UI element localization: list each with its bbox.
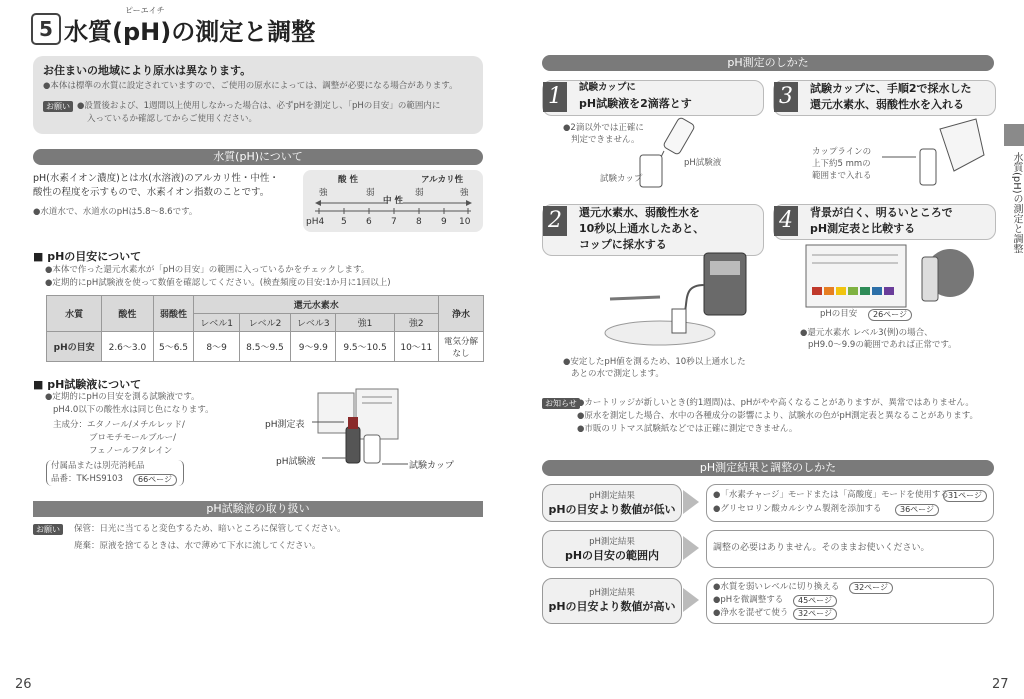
result-main: pHの目安の範囲内 [564,549,660,562]
handling-line1: 保管：日光に当てると変色するため、暗いところに保管してください。 [74,524,346,534]
guide-line1: ●本体で作った還元水素水が「pHの目安」の範囲に入っているかをチェックします。 [45,265,370,275]
step-4-number: 4 [774,206,798,236]
step-3-title2: 還元水素水、弱酸性水を入れる [810,98,964,111]
step-3-title1: 試験カップに、手順2で採水した [810,82,972,95]
step-4-note2: pH9.0〜9.9の範囲であれば正常です。 [808,340,957,350]
step-1-number: 1 [543,82,567,112]
liquid-line2: pH4.0以下の酸性水は同じ色になります。 [53,405,214,415]
arrow-icon [683,536,699,560]
th-level: 強1 [336,314,394,332]
action-low [706,484,994,522]
scale-neutral: 中 性 [383,196,403,206]
step-3-note1: カップラインの [812,147,872,157]
tick-label: pH4 [306,217,325,227]
th-level: レベル3 [291,314,336,332]
action-text: ●浄水を混ぜて使う [713,608,789,618]
table-cell: 8〜9 [194,332,239,362]
notice-box [33,56,483,134]
info-line1: ●カートリッジが新しいとき(約1週間)は、pHがやや高くなることがありますが、異常ではありません。 [577,398,974,408]
label-liquid: pH試験液 [276,457,316,467]
th-reduced: 還元水素水 [194,296,439,314]
step-1-label1: pH試験液 [684,158,722,168]
measure-bar: pH測定のしかた [542,55,994,71]
th-level: レベル1 [194,314,239,332]
step-3-note2: 上下約5 mmの [812,159,871,169]
th-pure: 浄水 [439,296,484,332]
liquid-line3: 主成分：エタノール/メチルレッド/ [53,420,185,430]
table-cell: 9.5〜10.5 [336,332,394,362]
tick-label: 7 [391,217,397,227]
step-3-note3: 範囲まで入れる [812,171,872,181]
guide-line2: ●定期的にpH試験液を使って数値を確認してください。(検査頻度の目安:1か月に1回以上) [45,278,391,288]
about-text1: pH(水素イオン濃度)とは水(水溶液)のアルカリ性・中性・ [33,173,279,184]
liquid-line4: ブロモチモールブルー/ [89,433,177,443]
step-2-number: 2 [543,206,567,236]
step-4-title1: 背景が白く、明るいところで [810,206,953,219]
step-2-note1: ●安定したpH値を測るため、10秒以上通水した [563,357,746,367]
notice-line1: ●本体は標準の水質に設定されていますので、ご使用の原水によっては、調整が必要になる場合があります。 [43,81,458,91]
action-ref[interactable]: 32ページ [793,608,837,620]
table-cell: 10〜11 [394,332,438,362]
side-tab-label: 水質(pH)の測定と調整 [1011,152,1022,254]
notice-heading: お住まいの地域により原水は異なります。 [43,64,252,77]
scale-strong-l: 強 [319,188,328,198]
step-4-illustration [800,243,990,313]
th-weak-acid: 弱酸性 [153,296,194,332]
step-1-title2: pH試験液を2滴落とす [579,97,692,110]
action-in-range [706,530,994,568]
step-2-illustration [600,245,760,350]
action-text: 調整の必要はありません。そのままお使いください。 [713,543,930,553]
guide-heading: ■ pHの目安について [33,250,142,263]
step-4-label: pHの目安 [820,309,858,319]
action-ref[interactable]: 45ページ [793,595,837,607]
page-number-left: 26 [15,677,32,692]
result-sub: pH測定結果 [589,537,635,547]
tick-label: 8 [416,217,422,227]
action-text: ●水質を弱いレベルに切り換える [713,582,840,592]
arrow-icon [683,588,699,612]
about-bar: 水質(pH)について [33,149,483,165]
tick-label: 5 [341,217,347,227]
ph-scale [303,170,483,232]
scale-axis [303,198,483,218]
notice-tag: お願い [43,101,73,112]
accessory-line2: 品番：TK-HS9103 [51,474,123,484]
action-ref[interactable]: 31ページ [943,490,987,502]
info-line2: ●原水を測定した場合、水中の各種成分の影響により、試験水の色がpH測定表と異なることがあります。 [577,411,979,421]
step-3-illustration [880,115,990,195]
result-main: pHの目安より数値が低い [548,503,676,516]
step-4-title2: pH測定表と比較する [810,222,916,235]
action-ref[interactable]: 36ページ [895,504,939,516]
arrow-icon [683,490,699,514]
step-1-note1: ●2滴以外では正確に [563,123,644,133]
section-number: 5 [31,13,61,45]
result-sub: pH測定結果 [589,491,635,501]
info-line3: ●市販のリトマス試験紙などでは正確に測定できません。 [577,424,798,434]
about-text2: 酸性の程度を示すもので、水素イオン指数のことです。 [33,187,270,198]
step-1-note2: 判定できません。 [571,135,640,145]
scale-acid: 酸 性 [338,175,358,185]
action-text: ●pHを微調整する [713,595,784,605]
about-text3: ●水道水で、水道水のpHは5.8〜8.6です。 [33,207,198,217]
step-4-note1: ●還元水素水 レベル3(例)の場合、 [800,328,933,338]
result-sub: pH測定結果 [589,588,635,598]
action-ref[interactable]: 32ページ [849,582,893,594]
result-main: pHの目安より数値が高い [548,600,676,613]
tick-label: 9 [441,217,447,227]
th-level: レベル2 [239,314,290,332]
accessory-line1: 付属品または別売消耗品 [51,461,145,471]
notice-line3: 入っているか確認してからご使用ください。 [87,114,258,124]
row-label: pHの目安 [47,332,102,362]
th-acid: 酸性 [102,296,153,332]
step-1-title1: 試験カップに [579,82,636,93]
page-number-right: 27 [992,677,1009,692]
leader-lines [300,420,415,465]
table-cell: 2.6〜3.0 [102,332,153,362]
action-text: ●グリセロリン酸カルシウム製剤を添加する [713,504,882,514]
table-cell: 9〜9.9 [291,332,336,362]
result-low [542,484,682,522]
ph-table [46,295,484,362]
step-1-label2: 試験カップ [600,174,643,184]
ruby-text: ピーエイチ [125,6,165,15]
page-title: 水質(pH)の測定と調整 [64,18,316,46]
handling-line2: 廃棄：原液を捨てるときは、水で薄めて下水に流してください。 [74,541,321,551]
liquid-line5: フェノールフタレイン [89,446,173,456]
action-text: ●「水素チャージ」モードまたは「高酸度」モードを使用する [713,490,949,500]
result-in-range [542,530,682,568]
step-3-number: 3 [774,82,798,112]
notice-line2: ●設置後および、1週間以上使用しなかった場合は、必ずpHを測定し、「pHの目安」の範囲内に [77,101,441,111]
step-2-title1: 還元水素水、弱酸性水を [579,206,700,219]
th-level: 強2 [394,314,438,332]
accessory-ref[interactable]: 66ページ [133,474,177,486]
handling-bar: pH試験液の取り扱い [33,501,483,517]
step-2-note2: あとの水で測定します。 [571,369,664,379]
label-cup: 試験カップ [409,461,454,471]
handling-tag: お願い [33,524,63,535]
result-bar: pH測定結果と調整のしかた [542,460,994,476]
accessory-box [46,460,184,486]
result-high [542,578,682,624]
step-2-title2: 10秒以上通水したあと、 [579,222,705,235]
tick-label: 10 [459,217,471,227]
scale-alkali: アルカリ性 [421,175,464,185]
table-cell: 8.5〜9.5 [239,332,290,362]
table-cell: 電気分解なし [439,332,484,362]
step-4-ref[interactable]: 26ページ [868,309,912,321]
side-tab-marker [1004,124,1024,146]
action-high [706,578,994,624]
scale-strong-r: 強 [460,188,469,198]
step-2-title3: コップに採水する [579,238,667,251]
label-chart: pH測定表 [265,420,305,430]
th-quality: 水質 [47,296,102,332]
liquid-line1: ●定期的にpHの目安を測る試験液です。 [45,392,200,402]
scale-weak-r: 弱 [415,188,424,198]
tick-label: 6 [366,217,372,227]
liquid-heading: ■ pH試験液について [33,378,142,391]
info-tag: お知らせ [542,398,580,409]
scale-weak-l: 弱 [366,188,375,198]
table-cell: 5〜6.5 [153,332,194,362]
